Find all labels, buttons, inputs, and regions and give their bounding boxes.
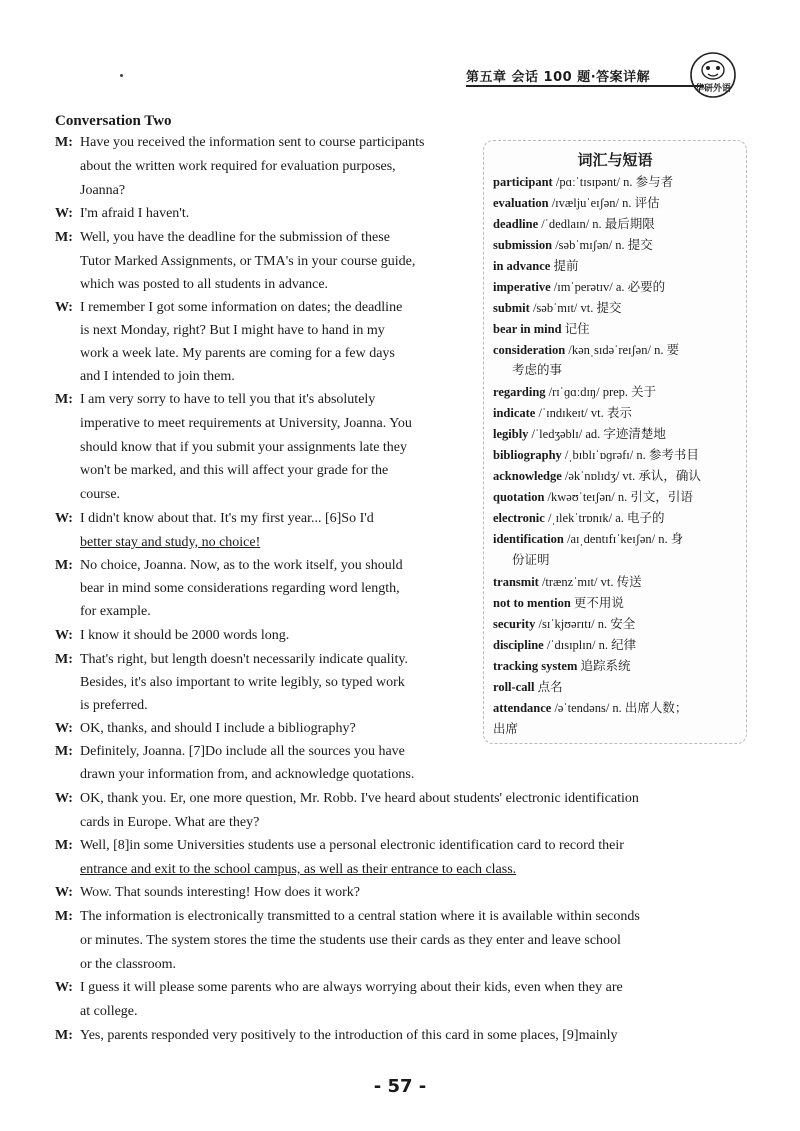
dialogue-line: Have you received the information sent to course participants <box>80 135 425 150</box>
vocab-entry: bear in mind 记住 <box>493 322 590 336</box>
vocab-entry: participant /pɑːˈtɪsɪpənt/ n. 参与者 <box>493 175 674 189</box>
dialogue-line: course. <box>80 487 121 502</box>
vocab-entry: roll-call 点名 <box>493 680 563 694</box>
vocab-entry: deadline /ˈdedlaɪn/ n. 最后期限 <box>493 217 655 231</box>
dialogue-line: which was posted to all students in advance. <box>80 277 329 292</box>
vocab-entry: not to mention 更不用说 <box>493 596 624 610</box>
vocab-entry: acknowledge /əkˈnɒlɪdʒ/ vt. 承认，确认 <box>493 469 701 483</box>
dialogue-line: cards in Europe. What are they? <box>80 815 260 830</box>
vocab-entry-continuation: 考虑的事 <box>512 363 563 377</box>
vocab-entry: regarding /rɪˈɡɑːdɪŋ/ prep. 关于 <box>493 385 657 399</box>
vocab-entry: transmit /trænzˈmɪt/ vt. 传送 <box>493 575 642 589</box>
vocab-entry: legibly /ˈledʒəblɪ/ ad. 字迹清楚地 <box>493 427 666 441</box>
dialogue-line: imperative to meet requirements at University, Joanna. You <box>80 416 412 431</box>
speaker-label: W: <box>55 300 73 315</box>
speaker-label: W: <box>55 980 73 995</box>
vocab-entry: submit /səbˈmɪt/ vt. 提交 <box>493 301 622 315</box>
dialogue-line: Well, [8]in some Universities students use a personal electronic identification card to record their <box>80 838 624 853</box>
publisher-logo-icon <box>688 50 738 100</box>
dialogue-line: I am very sorry to have to tell you that it's absolutely <box>80 392 376 407</box>
speaker-label: M: <box>55 558 73 573</box>
dialogue-line: Definitely, Joanna. [7]Do include all the sources you have <box>80 744 405 759</box>
dialogue-line: Besides, it's also important to write legibly, so typed work <box>80 675 405 690</box>
dialogue-line: I'm afraid I haven't. <box>80 206 190 221</box>
page-number: - 57 - <box>373 1076 427 1097</box>
speaker-label: W: <box>55 885 73 900</box>
dialogue-line: Yes, parents responded very positively to the introduction of this card in some places, [9]mainly <box>80 1028 618 1043</box>
vocab-entry: in advance 提前 <box>493 259 579 273</box>
stray-dot <box>120 74 123 77</box>
dialogue-line: and I intended to join them. <box>80 369 235 384</box>
dialogue-line: The information is electronically transmitted to a central station where it is available within seconds <box>80 909 640 924</box>
dialogue-line: I guess it will please some parents who are always worrying about their kids, even when they are <box>80 980 623 995</box>
dialogue-line: is preferred. <box>80 698 148 713</box>
dialogue-line: or the classroom. <box>80 957 177 972</box>
vocab-entry: consideration /kənˌsɪdəˈreɪʃən/ n. 要 <box>493 343 680 357</box>
vocab-entry-continuation: 份证明 <box>512 553 550 567</box>
vocab-entry: security /sɪˈkjʊərɪtɪ/ n. 安全 <box>493 617 636 631</box>
dialogue-line: should know that if you submit your assignments late they <box>80 440 408 455</box>
speaker-label: W: <box>55 628 73 643</box>
speaker-label: W: <box>55 721 73 736</box>
dialogue-line: I didn't know about that. It's my first year... [6]So I'd <box>80 511 374 526</box>
dialogue-line: is next Monday, right? But I might have to hand in my <box>80 323 385 338</box>
dialogue-line: Tutor Marked Assignments, or TMA's in your course guide, <box>80 254 416 269</box>
dialogue-line: for example. <box>80 604 151 619</box>
vocab-entry: discipline /ˈdɪsɪplɪn/ n. 纪律 <box>493 638 637 652</box>
vocab-entry: identification /aɪˌdentɪfɪˈkeɪʃən/ n. 身 <box>493 532 684 546</box>
speaker-label: M: <box>55 838 73 853</box>
dialogue-line: No choice, Joanna. Now, as to the work itself, you should <box>80 558 403 573</box>
vocab-entry: indicate /ˈɪndɪkeɪt/ vt. 表示 <box>493 406 632 420</box>
dialogue-line: Wow. That sounds interesting! How does it work? <box>80 885 360 900</box>
speaker-label: M: <box>55 392 73 407</box>
vocab-entry: submission /səbˈmɪʃən/ n. 提交 <box>493 238 653 252</box>
answer-underline: better stay and study, no choice! <box>80 535 261 550</box>
speaker-label: M: <box>55 652 73 667</box>
vocab-entry: attendance /əˈtendəns/ n. 出席人数； <box>493 701 688 715</box>
page-header <box>466 62 746 98</box>
dialogue-line: drawn your information from, and acknowledge quotations. <box>80 767 415 782</box>
speaker-label: W: <box>55 206 73 221</box>
dialogue-line: OK, thanks, and should I include a bibliography? <box>80 721 356 736</box>
speaker-label: M: <box>55 744 73 759</box>
speaker-label: M: <box>55 135 73 150</box>
vocab-entry: electronic /ˌɪlekˈtrɒnɪk/ a. 电子的 <box>493 511 665 525</box>
vocab-entry-continuation: 出席 <box>493 722 519 736</box>
vocabulary-title: 词汇与短语 <box>577 151 653 169</box>
dialogue-line: I know it should be 2000 words long. <box>80 628 290 643</box>
section-title: Conversation Two <box>55 113 172 129</box>
speaker-label: M: <box>55 230 73 245</box>
vocab-entry: quotation /kwəʊˈteɪʃən/ n. 引文，引语 <box>493 490 693 504</box>
svg-text:华研外语: 华研外语 <box>694 84 732 94</box>
dialogue-line: Well, you have the deadline for the submission of these <box>80 230 390 245</box>
dialogue-line: work a week late. My parents are coming for a few days <box>80 346 395 361</box>
speaker-label: M: <box>55 909 73 924</box>
vocab-entry: bibliography /ˌbɪblɪˈɒɡrəfɪ/ n. 参考书目 <box>493 448 699 462</box>
speaker-label: W: <box>55 791 73 806</box>
speaker-label: W: <box>55 511 73 526</box>
chapter-title: 第五章 会话 100 题·答案详解 <box>466 70 651 85</box>
vocab-entry: tracking system 追踪系统 <box>493 659 631 673</box>
vocab-entry: imperative /ɪmˈperətɪv/ a. 必要的 <box>493 280 666 294</box>
dialogue-line: won't be marked, and this will affect your grade for the <box>80 463 389 478</box>
dialogue-line: I remember I got some information on dates; the deadline <box>80 300 403 315</box>
dialogue-line: Joanna? <box>80 183 126 198</box>
dialogue-line: at college. <box>80 1004 138 1019</box>
header-rule <box>466 85 704 87</box>
dialogue-line: That's right, but length doesn't necessarily indicate quality. <box>80 652 409 667</box>
dialogue-line: OK, thank you. Er, one more question, Mr. Robb. I've heard about students' electronic identification <box>80 791 639 806</box>
dialogue-line: or minutes. The system stores the time the students use their cards as they enter and leave school <box>80 933 621 948</box>
dialogue-line: about the written work required for evaluation purposes, <box>80 159 396 174</box>
answer-underline: entrance and exit to the school campus, as well as their entrance to each class. <box>80 862 517 877</box>
speaker-label: M: <box>55 1028 73 1043</box>
dialogue-line: bear in mind some considerations regarding word length, <box>80 581 400 596</box>
vocabulary-box <box>483 140 747 744</box>
vocab-entry: evaluation /ɪvæljuˈeɪʃən/ n. 评估 <box>493 196 660 210</box>
